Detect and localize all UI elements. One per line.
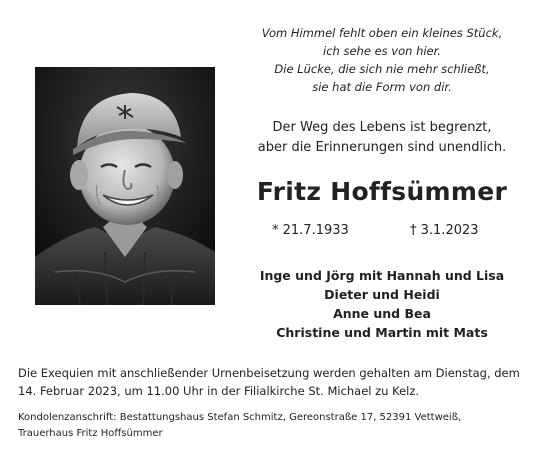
- memorial-poem: [232, 24, 532, 96]
- poem-line: ich sehe es von hier.: [323, 44, 441, 58]
- memorial-quote: [232, 118, 532, 158]
- quote-line: Der Weg des Lebens ist begrenzt,: [272, 120, 492, 135]
- condolence-address: [18, 410, 538, 442]
- birth-date: * 21.7.1933: [272, 223, 349, 238]
- portrait-illustration: [35, 67, 215, 305]
- poem-line: Die Lücke, die sich nie mehr schließt,: [274, 62, 490, 76]
- condolence-line: Trauerhaus Fritz Hoffsümmer: [18, 428, 163, 439]
- poem-line: sie hat die Form von dir.: [312, 80, 452, 94]
- condolence-line: Kondolenzanschrift: Bestattungshaus Stefan Schmitz, Gereonstraße 17, 52391 Vettweiß,: [18, 412, 462, 423]
- deceased-name: Fritz Hoffsümmer: [256, 177, 508, 206]
- quote-line: aber die Erinnerungen sind unendlich.: [257, 140, 507, 155]
- family-line: Inge und Jörg mit Hannah und Lisa: [259, 268, 505, 283]
- family-line: Christine und Martin mit Mats: [276, 325, 488, 340]
- death-date: † 3.1.2023: [410, 223, 479, 238]
- family-line: Dieter und Heidi: [324, 287, 440, 302]
- family-line: Anne und Bea: [333, 306, 431, 321]
- service-line: Die Exequien mit anschließender Urnenbeisetzung werden gehalten am Dienstag, dem: [18, 366, 520, 380]
- funeral-service-info: [18, 364, 538, 400]
- family-mourners: [232, 266, 532, 342]
- service-line: 14. Februar 2023, um 11.00 Uhr in der Filialkirche St. Michael zu Kelz.: [18, 384, 420, 398]
- poem-line: Vom Himmel fehlt oben ein kleines Stück,: [261, 26, 503, 40]
- portrait-photo: [35, 67, 215, 305]
